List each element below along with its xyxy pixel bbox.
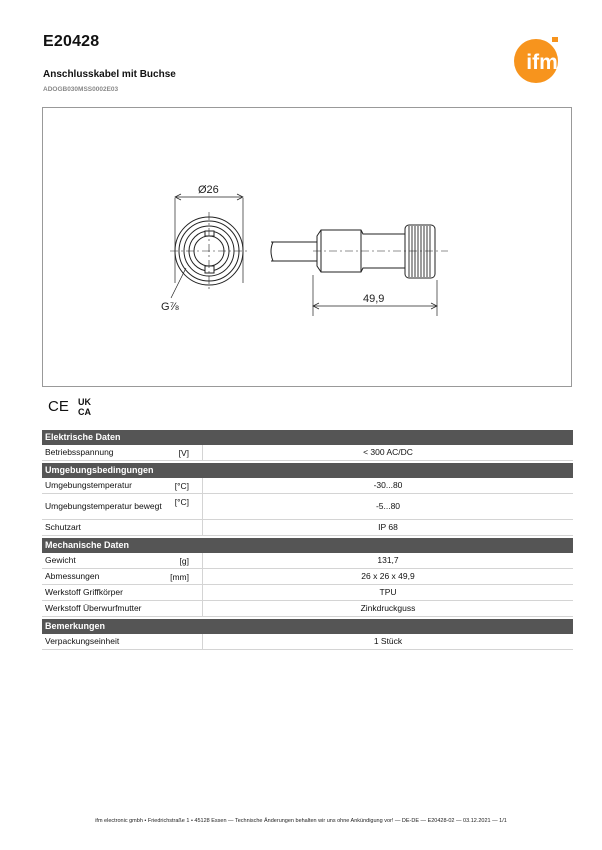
row-label: Umgebungstemperatur (45, 480, 132, 491)
product-code: E20428 (43, 33, 100, 50)
thread-label: G⅞ (161, 301, 179, 313)
table-row (42, 634, 573, 650)
row-value: Zinkdruckguss (202, 601, 573, 616)
ifm-logo (512, 37, 572, 85)
row-value: 1 Stück (202, 634, 573, 649)
ukca-mark-bottom: CA (78, 407, 91, 416)
row-label: Werkstoff Überwurfmutter (45, 603, 142, 614)
table-row (42, 585, 573, 601)
length-label: 49,9 (363, 293, 385, 305)
table-row (42, 520, 573, 536)
row-unit: [V] (178, 448, 189, 458)
row-value: IP 68 (202, 520, 573, 535)
table-row (42, 478, 573, 494)
table-row (42, 601, 573, 617)
page-number: 1/1 (499, 818, 507, 824)
row-value: 131,7 (202, 553, 573, 568)
row-label: Gewicht (45, 555, 76, 566)
page-footer (0, 818, 602, 824)
row-value: -30...80 (202, 478, 573, 493)
row-label: Schutzart (45, 522, 81, 533)
section-header-mechanical: Mechanische Daten (42, 538, 573, 553)
section-header-remarks: Bemerkungen (42, 619, 573, 634)
row-label: Betriebsspannung (45, 447, 114, 458)
ce-mark: CE (48, 398, 69, 415)
section-header-electrical: Elektrische Daten (42, 430, 573, 445)
product-title: Anschlusskabel mit Buchse (43, 69, 176, 80)
row-value: TPU (202, 585, 573, 600)
technical-drawing (43, 108, 573, 388)
row-label: Werkstoff Griffkörper (45, 587, 123, 598)
table-row (42, 494, 573, 520)
ukca-mark-top: UK (78, 397, 91, 407)
row-value: 26 x 26 x 49,9 (202, 569, 573, 584)
data-table (42, 430, 573, 650)
row-unit: [mm] (170, 572, 189, 582)
certification-marks (48, 396, 103, 416)
footer-text: ifm electronic gmbh • Friedrichstraße 1 • 45128 Essen — Technische Änderungen behalten wir uns ohne Ankündigung vor! — DE-DE — E20428-02 — 03.12.2021 — (95, 818, 498, 824)
logo-text: ifm (526, 51, 558, 74)
table-row (42, 553, 573, 569)
row-label: Umgebungstemperatur bewegt (45, 501, 162, 512)
section-header-environment: Umgebungsbedingungen (42, 463, 573, 478)
table-row (42, 445, 573, 461)
row-unit: [g] (179, 556, 189, 566)
row-value: -5...80 (202, 494, 573, 519)
row-value: < 300 AC/DC (202, 445, 573, 460)
diameter-label: Ø26 (198, 184, 219, 196)
row-unit: [°C] (174, 497, 189, 507)
row-label: Abmessungen (45, 571, 100, 582)
row-label: Verpackungseinheit (45, 636, 120, 647)
row-unit: [°C] (174, 481, 189, 491)
table-row (42, 569, 573, 585)
article-number: ADOGB030MSS0002E03 (43, 86, 119, 93)
dimension-drawing (42, 107, 572, 387)
